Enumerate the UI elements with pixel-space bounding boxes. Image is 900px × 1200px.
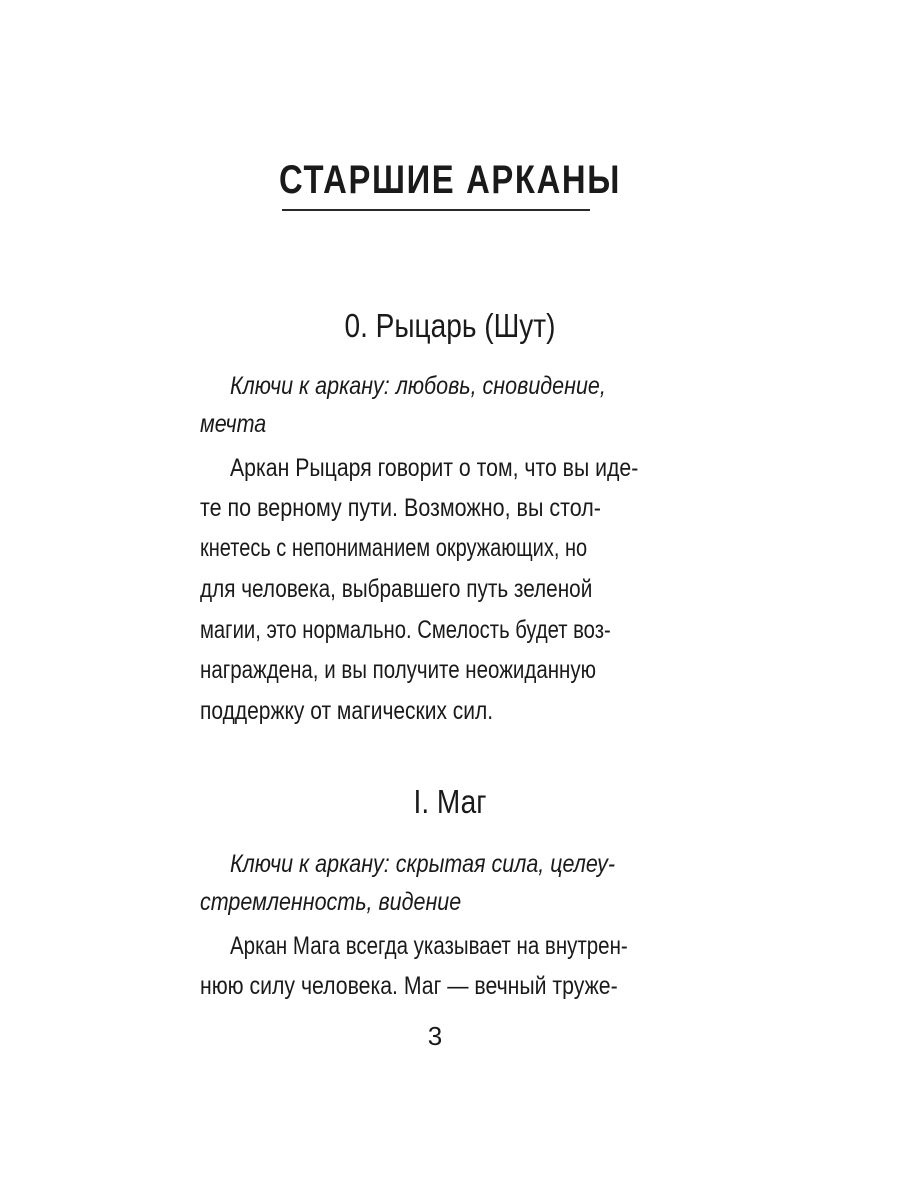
section-title-magician: I. Маг bbox=[413, 783, 487, 820]
body-text-line: Аркан Рыцаря говорит о том, что вы иде- bbox=[230, 454, 639, 482]
section-keys-line: Ключи к аркану: скрытая сила, целеу- bbox=[230, 850, 616, 878]
body-text-line: те по верному пути. Возможно, вы стол- bbox=[200, 494, 601, 522]
body-text-line: кнетесь с непониманием окружающих, но bbox=[200, 534, 588, 562]
section-keys-line: Ключи к аркану: любовь, сновидение, bbox=[230, 372, 606, 400]
body-text-line: нюю силу человека. Маг — вечный труже- bbox=[200, 972, 618, 1000]
section-keys-line: мечта bbox=[200, 410, 267, 438]
body-text-line: Аркан Мага всегда указывает на внутрен- bbox=[230, 932, 628, 960]
body-text-line: для человека, выбравшего путь зеленой bbox=[200, 575, 593, 603]
body-text-line: награждена, и вы получите неожиданную bbox=[200, 656, 597, 684]
chapter-title-underline bbox=[282, 209, 590, 211]
section-title-knight: 0. Рыцарь (Шут) bbox=[344, 307, 556, 344]
page-number: 3 bbox=[427, 1021, 443, 1051]
section-keys-line: стремленность, видение bbox=[200, 888, 462, 916]
body-text-line: магии, это нормально. Смелость будет воз- bbox=[200, 616, 611, 644]
body-text-line: поддержку от магических сил. bbox=[200, 697, 494, 725]
chapter-title: СТАРШИЕ АРКАНЫ bbox=[279, 158, 621, 202]
